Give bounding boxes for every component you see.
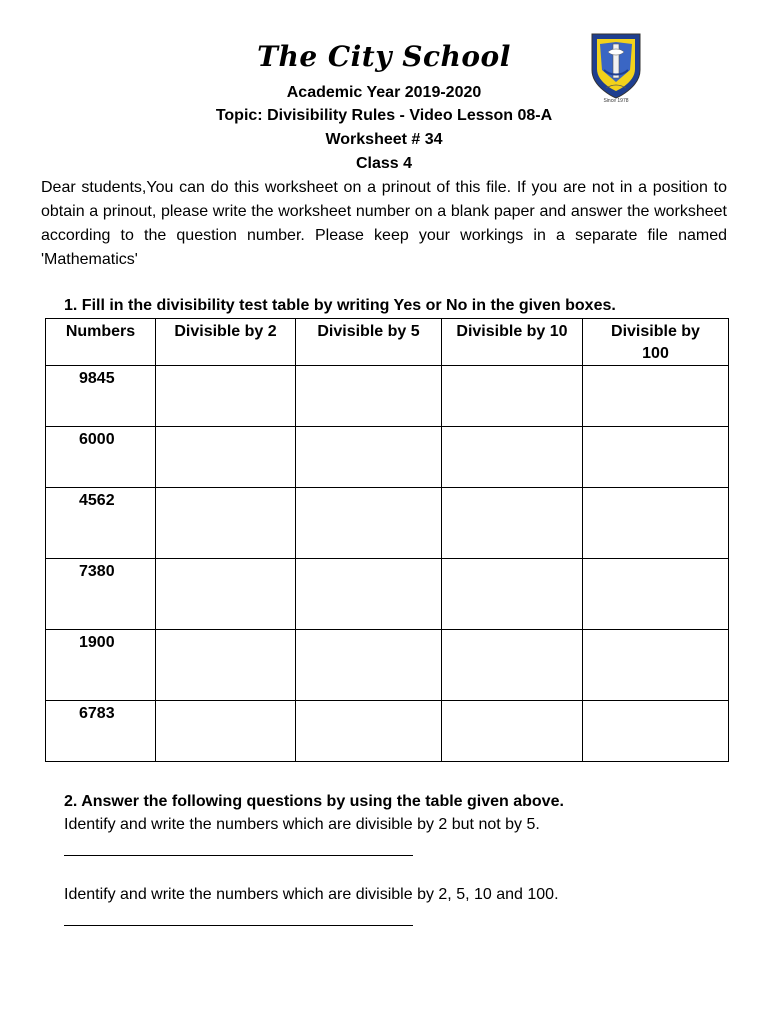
col-header-numbers: Numbers [46,319,156,366]
answer-cell[interactable] [296,366,442,427]
answer-cell[interactable] [583,559,729,630]
answer-cell[interactable] [442,630,583,701]
academic-year: Academic Year 2019-2020 [286,84,482,101]
row-number: 1900 [46,630,156,701]
answer-line-2b[interactable] [64,925,413,926]
answer-cell[interactable] [156,630,296,701]
answer-cell[interactable] [442,488,583,559]
col-header-div-2: Divisible by 2 [156,319,296,366]
col-header-div-5: Divisible by 5 [296,319,442,366]
answer-cell[interactable] [156,559,296,630]
table-header-row [46,319,729,366]
answer-cell[interactable] [156,366,296,427]
answer-cell[interactable] [583,488,729,559]
row-number: 7380 [46,559,156,630]
answer-cell[interactable] [583,701,729,762]
answer-cell[interactable] [296,488,442,559]
question-1-heading: 1. Fill in the divisibility test table by writing Yes or No in the given boxes. [64,297,616,314]
answer-cell[interactable] [156,427,296,488]
answer-cell[interactable] [296,701,442,762]
answer-cell[interactable] [583,366,729,427]
answer-cell[interactable] [442,559,583,630]
table-row [46,559,729,630]
table-row [46,366,729,427]
divisibility-table [45,318,729,762]
table-row [46,701,729,762]
answer-cell[interactable] [442,701,583,762]
col-header-div-100: Divisible by 100 [583,319,729,366]
row-number: 6783 [46,701,156,762]
answer-cell[interactable] [156,701,296,762]
table-row [46,630,729,701]
answer-cell[interactable] [296,427,442,488]
answer-cell[interactable] [583,427,729,488]
question-2-heading: 2. Answer the following questions by using the table given above. [64,793,564,810]
col-header-div-10: Divisible by 10 [442,319,583,366]
answer-cell[interactable] [296,559,442,630]
row-number: 6000 [46,427,156,488]
answer-cell[interactable] [442,427,583,488]
question-2a-text: Identify and write the numbers which are divisible by 2 but not by 5. [64,816,540,833]
row-number: 9845 [46,366,156,427]
answer-cell[interactable] [442,366,583,427]
table-row [46,427,729,488]
school-title: The City School [257,40,511,73]
answer-cell[interactable] [583,630,729,701]
worksheet-number: Worksheet # 34 [325,131,443,148]
table-row [46,488,729,559]
answer-cell[interactable] [296,630,442,701]
intro-paragraph: Dear students,You can do this worksheet on a prinout of this file. If you are not in a position to obtain a prinout, please write the worksheet number on a blank paper and answer the worksheet according to the question number. Please keep your workings in a separate file named 'Mathematics' [41,179,727,268]
answer-line-2a[interactable] [64,855,413,856]
row-number: 4562 [46,488,156,559]
question-2b-text: Identify and write the numbers which are divisible by 2, 5, 10 and 100. [64,886,559,903]
class-line: Class 4 [355,155,413,172]
topic-line: Topic: Divisibility Rules - Video Lesson 08-A [215,107,553,124]
answer-cell[interactable] [156,488,296,559]
logo-caption: Since 1978 [603,98,629,104]
